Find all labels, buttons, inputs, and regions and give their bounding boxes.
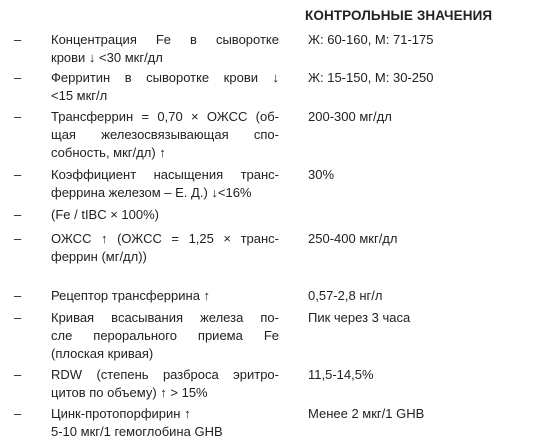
parameter-cell [51, 287, 279, 305]
parameter-line: ОЖСС ↑ (ОЖСС = 1,25 × транс- [51, 231, 279, 246]
reference-value: Ж: 60-160, М: 71-175 [308, 32, 434, 47]
parameter-cell [51, 206, 279, 224]
parameter-cell [51, 31, 279, 67]
list-dash: – [14, 109, 22, 124]
parameter-cell [51, 108, 279, 162]
parameter-line: RDW (степень разброса эритро- [51, 367, 279, 382]
parameter-cell [51, 366, 279, 402]
parameter-cell [51, 166, 279, 202]
reference-value: Ж: 15-150, М: 30-250 [308, 70, 434, 85]
parameter-cell [51, 309, 279, 363]
parameter-line: щая железосвязывающая спо- [51, 127, 279, 142]
list-dash: – [14, 32, 22, 47]
reference-value: Менее 2 мкг/1 GHB [308, 406, 425, 421]
parameter-line: сле перорального приема Fe [51, 328, 279, 343]
reference-value: Пик через 3 часа [308, 310, 411, 325]
parameter-line: Цинк-протопорфирин ↑ [51, 406, 191, 421]
parameter-cell [51, 69, 279, 105]
parameter-line: Кривая всасывания железа по- [51, 310, 279, 325]
reference-value: 250-400 мкг/дл [308, 231, 398, 246]
parameter-line: Коэффициент насыщения транс- [51, 167, 279, 182]
parameter-line: 5-10 мкг/1 гемоглобина GHB [51, 424, 223, 439]
list-dash: – [14, 167, 22, 182]
reference-value: 11,5-14,5% [308, 367, 374, 382]
list-dash: – [14, 207, 22, 222]
list-dash: – [14, 406, 22, 421]
parameter-line: (Fe / tIBC × 100%) [51, 207, 160, 222]
parameter-line: феррин (мг/дл)) [51, 249, 147, 264]
parameter-line: цитов по объему) ↑ > 15% [51, 385, 208, 400]
list-dash: – [14, 70, 22, 85]
parameter-cell [51, 230, 279, 266]
reference-value: 30% [308, 167, 335, 182]
reference-value: 200-300 мг/дл [308, 109, 392, 124]
parameter-line: собность, мкг/дл) ↑ [51, 145, 166, 160]
parameter-cell [51, 405, 279, 441]
list-dash: – [14, 288, 22, 303]
reference-value: 0,57-2,8 нг/л [308, 288, 383, 303]
parameter-line: Трансферрин = 0,70 × ОЖСС (об- [51, 109, 279, 124]
parameter-line: феррина железом – Е. Д.) ↓<16% [51, 185, 252, 200]
list-dash: – [14, 310, 22, 325]
parameter-line: Концентрация Fe в сыворотке [51, 32, 279, 47]
reference-values-header: КОНТРОЛЬНЫЕ ЗНАЧЕНИЯ [305, 8, 493, 23]
parameter-line: крови ↓ <30 мкг/дл [51, 50, 163, 65]
parameter-line: (плоская кривая) [51, 346, 154, 361]
parameter-line: Рецептор трансферрина ↑ [51, 288, 211, 303]
list-dash: – [14, 367, 22, 382]
list-dash: – [14, 231, 22, 246]
parameter-line: <15 мкг/л [51, 88, 108, 103]
parameter-line: Ферритин в сыворотке крови ↓ [51, 70, 279, 85]
